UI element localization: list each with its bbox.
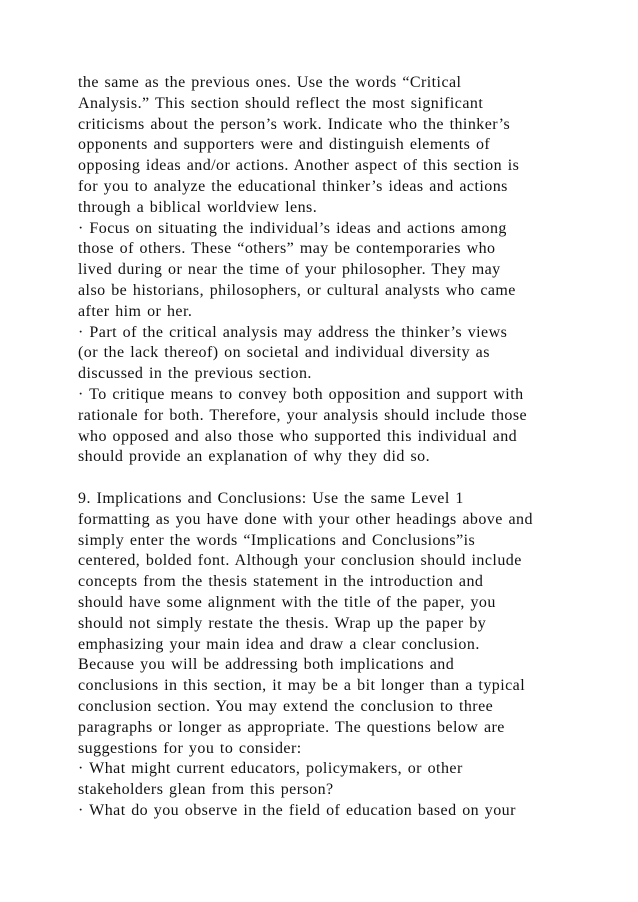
text-line: through a biblical worldview lens.: [78, 198, 318, 216]
text-line: should provide an explanation of why they did so.: [78, 448, 431, 466]
text-line: concepts from the thesis statement in the introduction and: [78, 573, 484, 591]
text-line: Because you will be addressing both implications and: [78, 656, 455, 674]
text-line: opposing ideas and/or actions. Another aspect of this section is: [78, 157, 520, 175]
text-line: discussed in the previous section.: [78, 365, 312, 383]
text-line: also be historians, philosophers, or cultural analysts who came: [78, 281, 516, 299]
paragraph-break: [78, 468, 578, 489]
text-line: conclusions in this section, it may be a bit longer than a typical: [78, 677, 526, 695]
text-line: criticisms about the person’s work. Indicate who the thinker’s: [78, 115, 511, 133]
text-line: paragraphs or longer as appropriate. The questions below are: [78, 718, 505, 736]
text-line: 9. Implications and Conclusions: Use the same Level 1: [78, 489, 464, 507]
text-line: suggestions for you to consider:: [78, 739, 302, 757]
text-line: simply enter the words “Implications and Conclusions”is: [78, 531, 476, 549]
text-line: conclusion section. You may extend the conclusion to three: [78, 697, 494, 715]
body-text: [78, 73, 578, 822]
text-line: · What might current educators, policymakers, or other: [78, 760, 463, 778]
text-line: · Focus on situating the individual’s ideas and actions among: [78, 219, 507, 237]
text-line: after him or her.: [78, 302, 193, 320]
text-line: formatting as you have done with your other headings above and: [78, 510, 533, 528]
text-line: · What do you observe in the field of education based on your: [78, 801, 516, 819]
text-line: should have some alignment with the title of the paper, you: [78, 593, 496, 611]
text-line: · Part of the critical analysis may address the thinker’s views: [78, 323, 508, 341]
text-line: the same as the previous ones. Use the words “Critical: [78, 74, 462, 91]
text-line: should not simply restate the thesis. Wrap up the paper by: [78, 614, 487, 632]
text-line: (or the lack thereof) on societal and individual diversity as: [78, 344, 490, 362]
text-line: for you to analyze the educational thinker’s ideas and actions: [78, 177, 508, 195]
text-line: stakeholders glean from this person?: [78, 781, 334, 799]
text-line: those of others. These “others” may be contemporaries who: [78, 240, 496, 258]
text-line: centered, bolded font. Although your conclusion should include: [78, 552, 522, 570]
text-line: rationale for both. Therefore, your analysis should include those: [78, 406, 528, 424]
text-line: who opposed and also those who supported this individual and: [78, 427, 518, 445]
text-line: opponents and supporters were and distinguish elements of: [78, 136, 491, 154]
text-line: lived during or near the time of your philosopher. They may: [78, 261, 501, 279]
text-line: · To critique means to convey both opposition and support with: [78, 385, 524, 403]
text-line: Analysis.” This section should reflect the most significant: [78, 94, 484, 112]
text-line: emphasizing your main idea and draw a clear conclusion.: [78, 635, 480, 653]
